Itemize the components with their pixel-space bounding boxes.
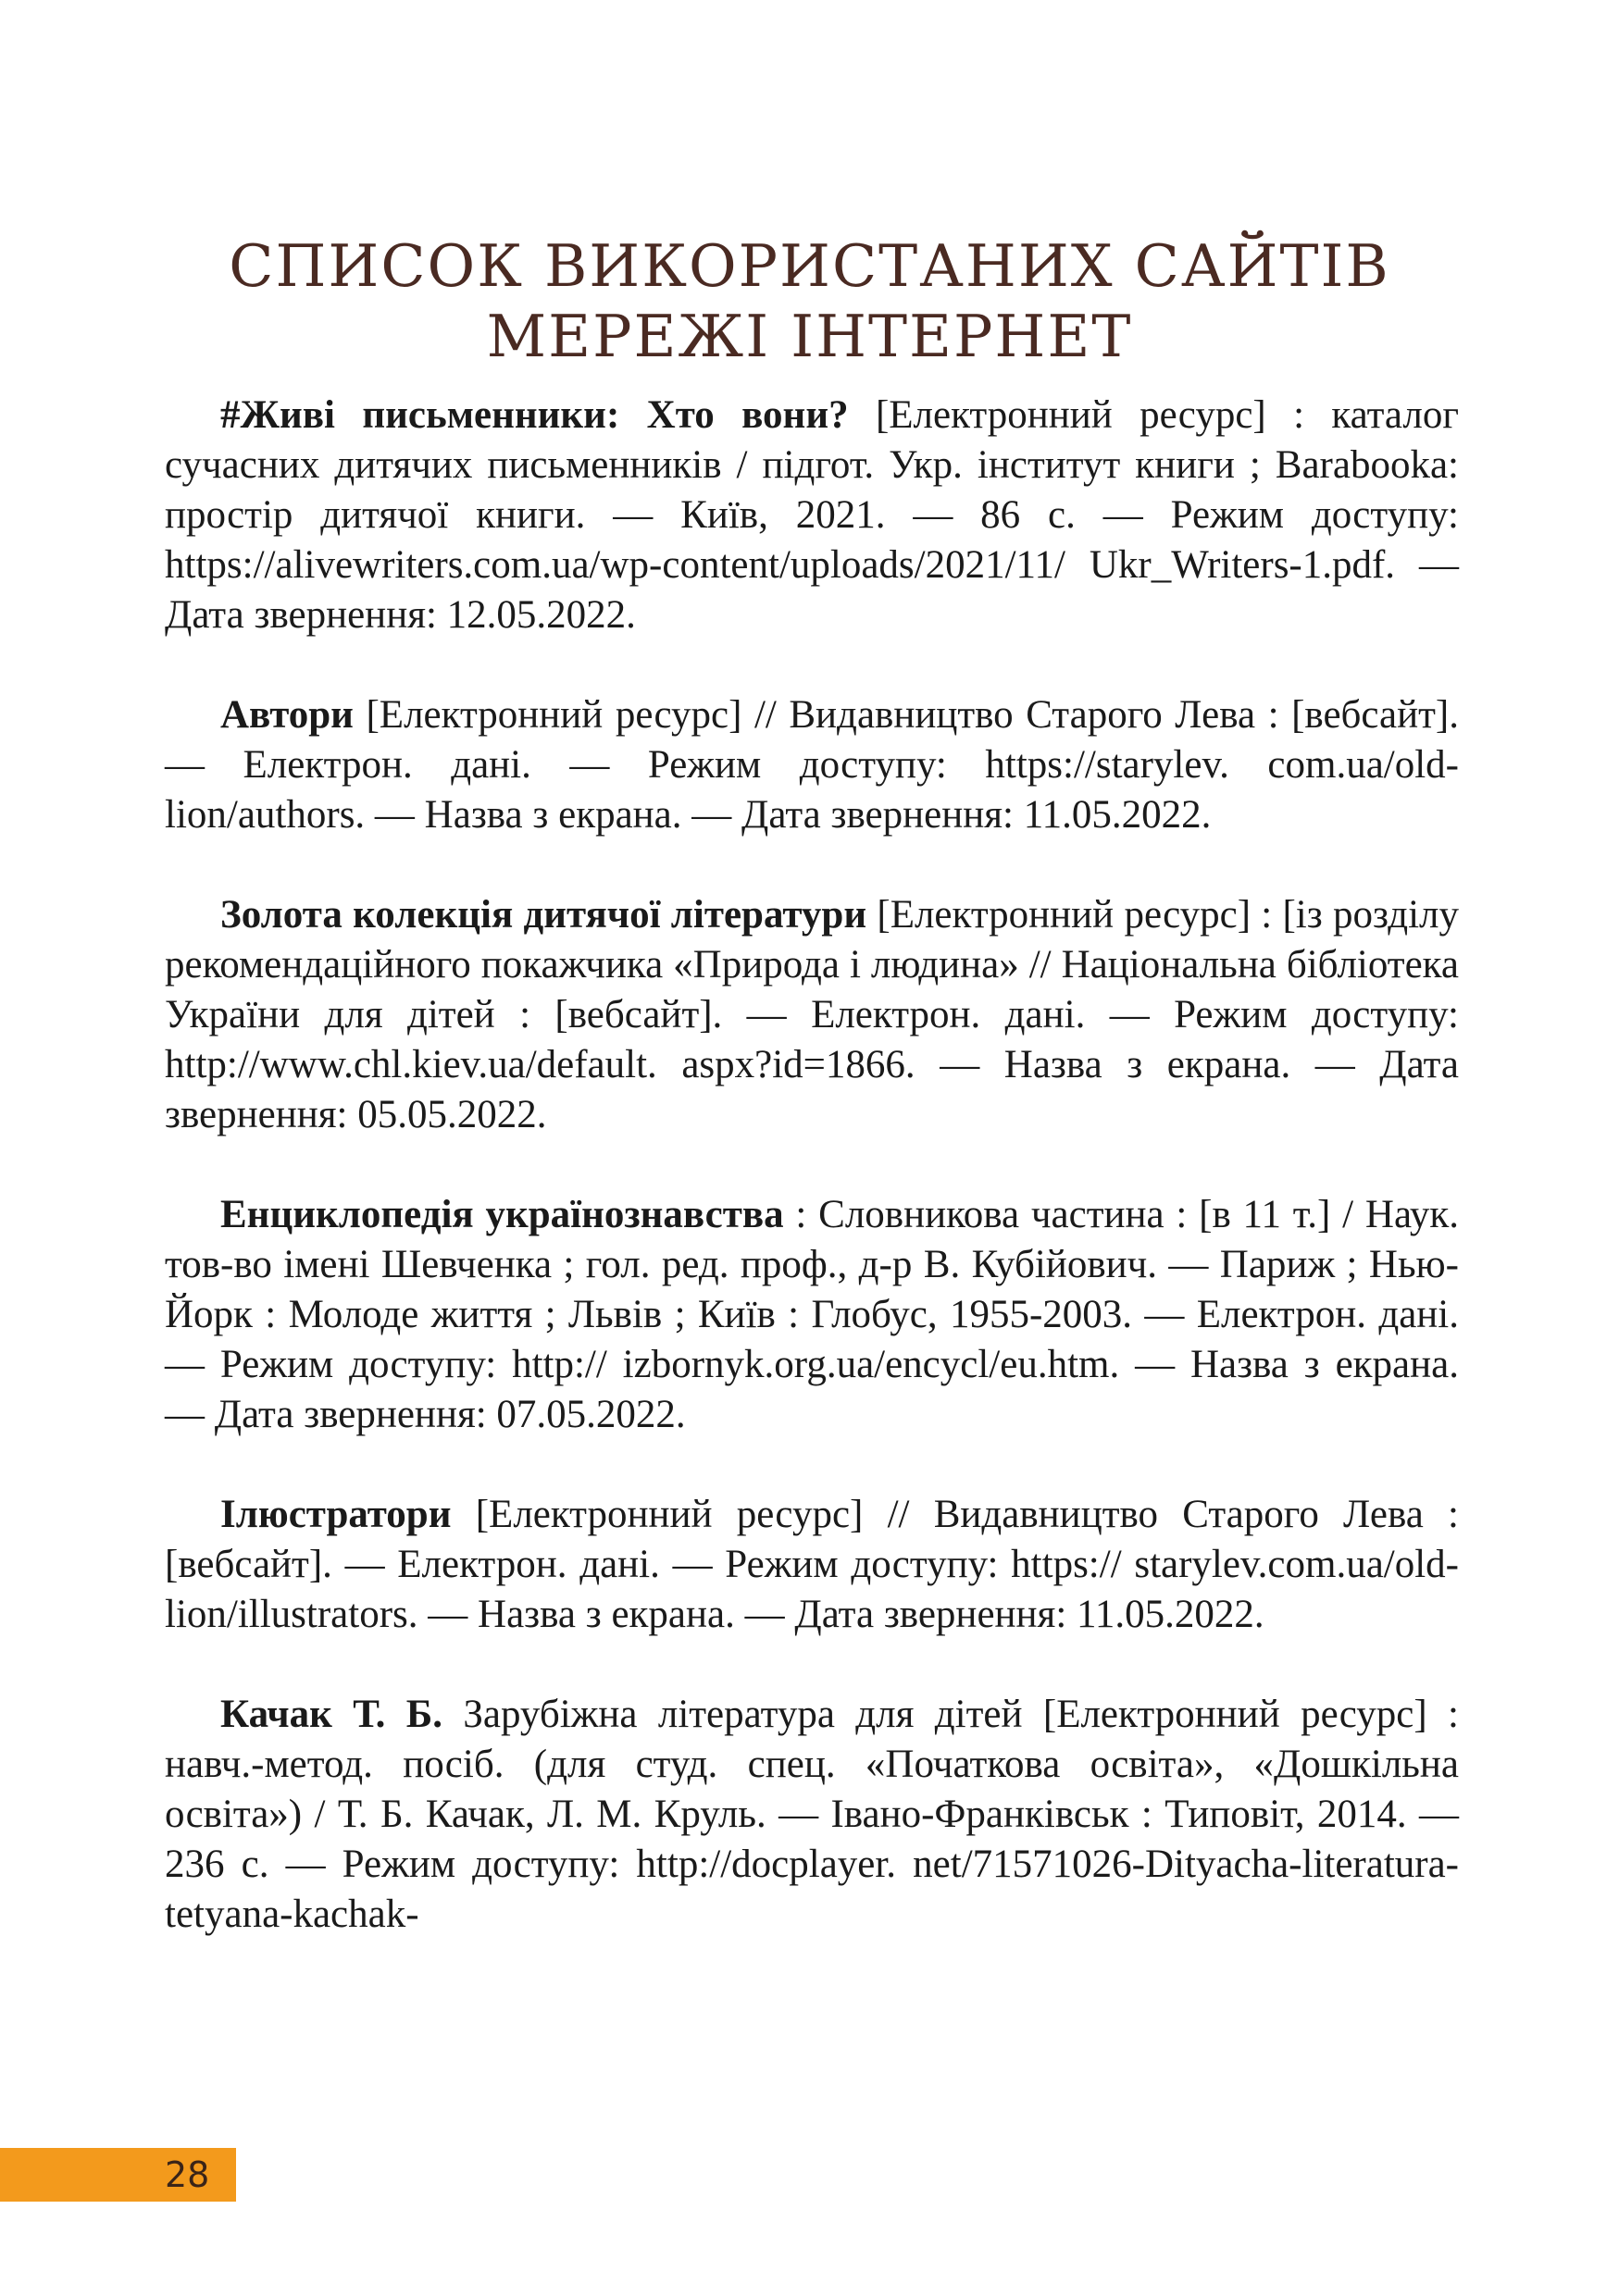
entry-description: [Електронний ресурс] : [із розділу рекомендаційного покажчика «Природа і людина» // Національна бібліотека України для дітей : [вебсайт]. — Електрон. дані. — Режим доступу: http://www.chl.kiev.ua/default. aspx?id=1866. — Назва з екрана. — Дата звернення: 05.05.2022. bbox=[165, 893, 1459, 1136]
entry-description: Зарубіжна література для дітей [Електронний ресурс] : навч.-метод. посіб. (для студ. спец. «Початкова освіта», «Дошкільна освіта») / Т. Б. Качак, Л. М. Круль. — Івано-Франківськ : Типовіт, 2014. — 236 с. — Режим доступу: http://docplayer. net/71571026-Dityacha-literatura-tetyana-kachak- bbox=[165, 1693, 1459, 1936]
bibliography-entry-6 bbox=[165, 1690, 1459, 1940]
page-title bbox=[0, 231, 1619, 372]
bibliography-entry-4 bbox=[165, 1190, 1459, 1440]
bibliography-entry-5 bbox=[165, 1490, 1459, 1640]
entry-title: Енциклопедія українознавства bbox=[220, 1193, 784, 1236]
entry-description: [Електронний ресурс] // Видавництво Старого Лева : [вебсайт]. — Електрон. дані. — Режим доступу: https://starylev. com.ua/old-lion/authors. — Назва з екрана. — Дата звернення: 11.05.2022. bbox=[165, 693, 1459, 837]
entry-title: #Живі письменники: Хто вони? bbox=[220, 393, 849, 437]
entry-title: Ілюстратори bbox=[220, 1493, 452, 1536]
bibliography-entry-2 bbox=[165, 690, 1459, 840]
entry-title: Автори bbox=[220, 693, 354, 737]
entry-description: [Електронний ресурс] : каталог сучасних дитячих письменників / підгот. Укр. інститут книги ; Barabooka: простір дитячої книги. — Київ, 2021. — 86 с. — Режим доступу: https://alivewriters.com.ua/wp-content/uploads/2021/11/ Ukr_Writers-1.pdf. — Дата звернення: 12.05.2022. bbox=[165, 393, 1459, 637]
entry-description: [Електронний ресурс] // Видавництво Старого Лева : [вебсайт]. — Електрон. дані. — Режим доступу: https:// starylev.com.ua/old-lion/illustrators. — Назва з екрана. — Дата звернення: 11.05.2022. bbox=[165, 1493, 1459, 1636]
page-number: 28 bbox=[0, 2148, 236, 2202]
entry-description: : Словникова частина : [в 11 т.] / Наук. тов-во імені Шевченка ; гол. ред. проф., д-р В. Кубійович. — Париж ; Нью-Йорк : Молоде життя ; Львів ; Київ : Глобус, 1955-2003. — Електрон. дані. — Режим доступу: http:// izbornyk.org.ua/encycl/eu.htm. — Назва з екрана. — Дата звернення: 07.05.2022. bbox=[165, 1193, 1459, 1436]
entry-title: Золота колекція дитячої літератури bbox=[220, 893, 867, 937]
bibliography-entry-3 bbox=[165, 890, 1459, 1140]
bibliography-list bbox=[165, 391, 1459, 1990]
page-title-line-1: СПИСОК ВИКОРИСТАНИХ САЙТІВ bbox=[229, 232, 1390, 300]
entry-title: Качак Т. Б. bbox=[220, 1693, 442, 1736]
bibliography-entry-1 bbox=[165, 391, 1459, 640]
page-title-line-2: МЕРЕЖІ ІНТЕРНЕТ bbox=[486, 303, 1133, 370]
